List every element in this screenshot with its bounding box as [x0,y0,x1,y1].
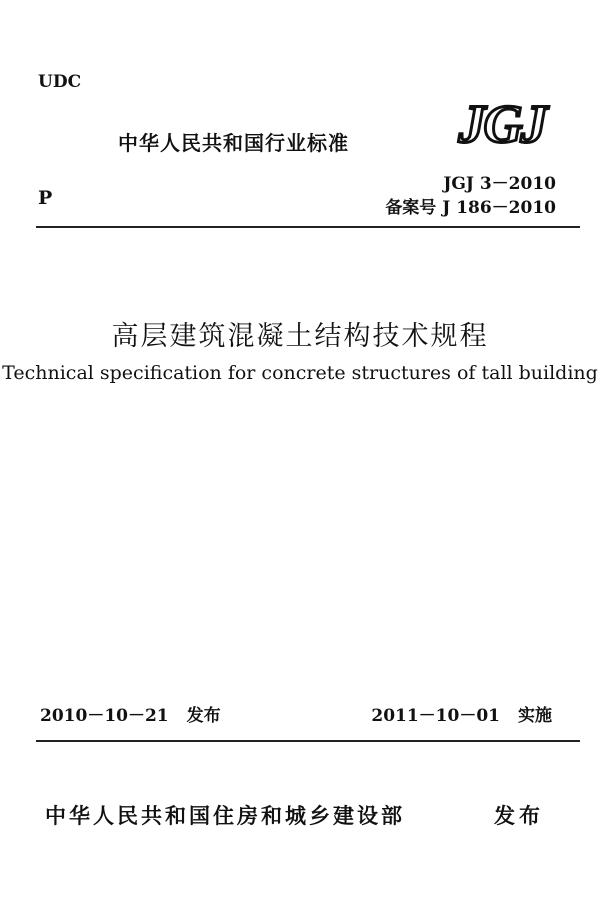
industry-standard-heading: 中华人民共和国行业标准 [118,131,349,155]
issue-date: 2010－10－21 [40,706,169,726]
top-divider [36,226,580,228]
standard-number: JGJ 3－2010 [443,174,556,194]
document-title-chinese: 高层建筑混凝土结构技术规程 [111,321,489,352]
issuing-action: 发布 [494,804,544,828]
udc-label: UDC [38,72,82,92]
issue-label: 发布 [186,706,221,726]
issuing-ministry: 中华人民共和国住房和城乡建设部 [45,804,405,828]
effective-label: 实施 [518,706,552,726]
effective-date-line [371,701,552,726]
logo-text: JGJ [458,96,546,148]
bottom-divider [36,740,580,742]
category-code: P [38,187,53,209]
effective-date: 2011－10－01 [371,706,500,726]
jgj-logo [448,96,556,148]
document-title-english: Technical specification for concrete structures of tall building [2,362,598,384]
issue-date-line [40,701,221,726]
filing-number: 备案号 J 186－2010 [385,198,556,218]
